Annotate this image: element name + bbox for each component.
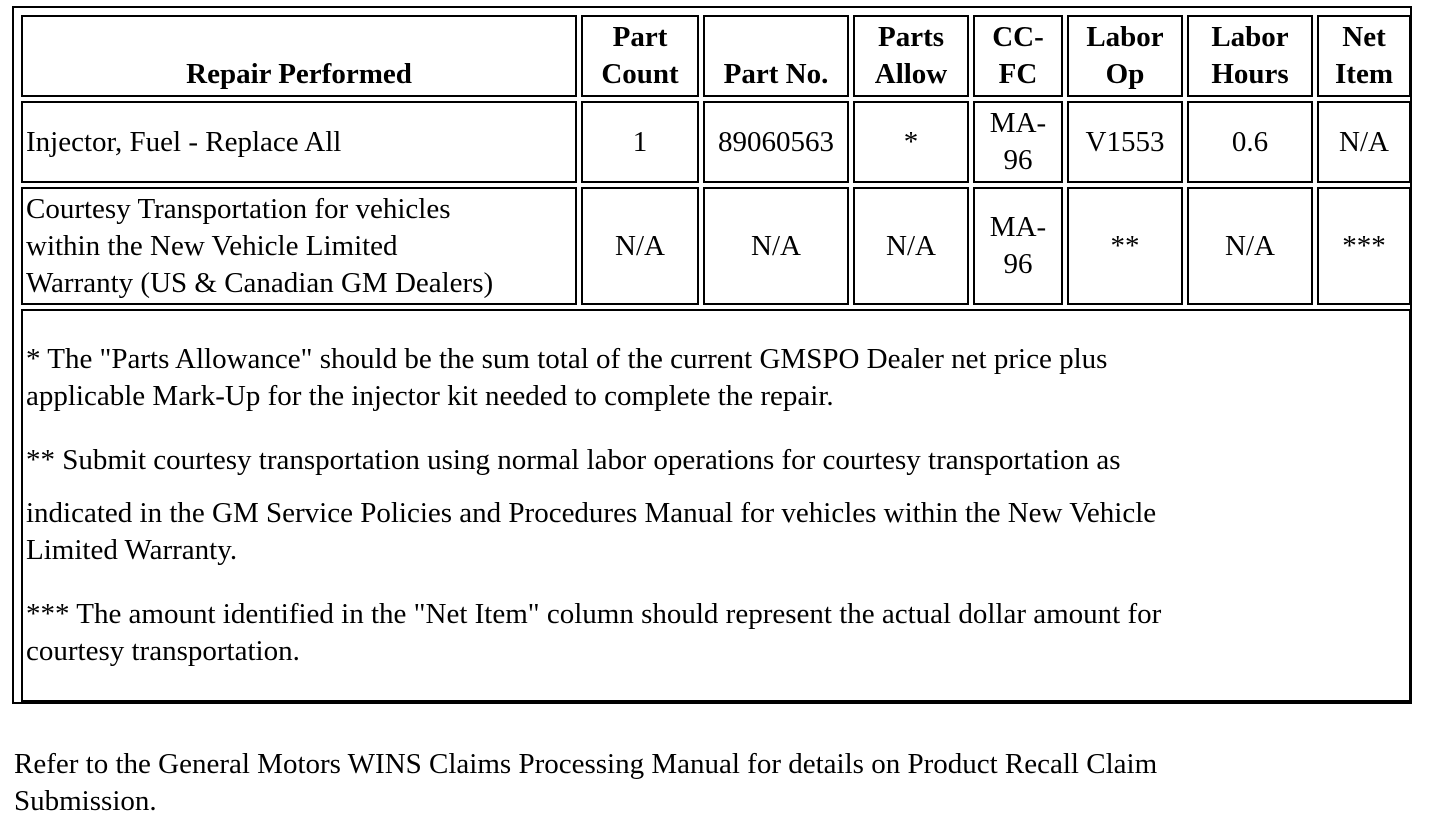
cell-labor-op: **	[1067, 187, 1183, 305]
header-labor-op: Labor Op	[1067, 15, 1183, 97]
table-row	[21, 101, 1411, 183]
note-net-item: *** The amount identified in the "Net Item" column should represent the actual dollar amount for courtesy transportation.	[26, 598, 1162, 667]
cell-parts-allow: *	[853, 101, 969, 183]
header-labor-hours: Labor Hours	[1187, 15, 1313, 97]
header-cc-fc: CC- FC	[973, 15, 1063, 97]
note-courtesy-transportation: ** Submit courtesy transportation using normal labor operations for courtesy transportation as indicated in the GM Service Policies and Procedures Manual for vehicles within the New Vehicle Limited Warranty.	[26, 444, 1157, 566]
table-header-row	[21, 15, 1411, 97]
header-repair-performed: Repair Performed	[21, 15, 577, 97]
cell-labor-op: V1553	[1067, 101, 1183, 183]
labor-table-frame	[12, 6, 1412, 704]
header-parts-allow: Parts Allow	[853, 15, 969, 97]
cell-part-count: 1	[581, 101, 699, 183]
table-row	[21, 187, 1411, 305]
cell-repair-performed: Courtesy Transportation for vehicles within the New Vehicle Limited Warranty (US & Canadian GM Dealers)	[21, 187, 577, 305]
labor-operation-table	[17, 11, 1415, 706]
cell-net-item: ***	[1317, 187, 1411, 305]
notes-row	[21, 309, 1411, 702]
cell-labor-hours: 0.6	[1187, 101, 1313, 183]
header-part-no: Part No.	[703, 15, 849, 97]
cell-part-no: 89060563	[703, 101, 849, 183]
cell-cc-fc: MA- 96	[973, 187, 1063, 305]
cell-labor-hours: N/A	[1187, 187, 1313, 305]
footer-reference-text: Refer to the General Motors WINS Claims Processing Manual for details on Product Recall Claim Submission.	[14, 748, 1158, 817]
cell-net-item: N/A	[1317, 101, 1411, 183]
cell-parts-allow: N/A	[853, 187, 969, 305]
header-net-item: Net Item	[1317, 15, 1411, 97]
note-parts-allowance: * The "Parts Allowance" should be the sum total of the current GMSPO Dealer net price plus applicable Mark-Up for the injector kit needed to complete the repair.	[26, 343, 1108, 412]
cell-part-no: N/A	[703, 187, 849, 305]
cell-repair-performed: Injector, Fuel - Replace All	[21, 101, 577, 183]
notes-cell	[21, 309, 1411, 702]
header-part-count: Part Count	[581, 15, 699, 97]
cell-cc-fc: MA- 96	[973, 101, 1063, 183]
cell-part-count: N/A	[581, 187, 699, 305]
